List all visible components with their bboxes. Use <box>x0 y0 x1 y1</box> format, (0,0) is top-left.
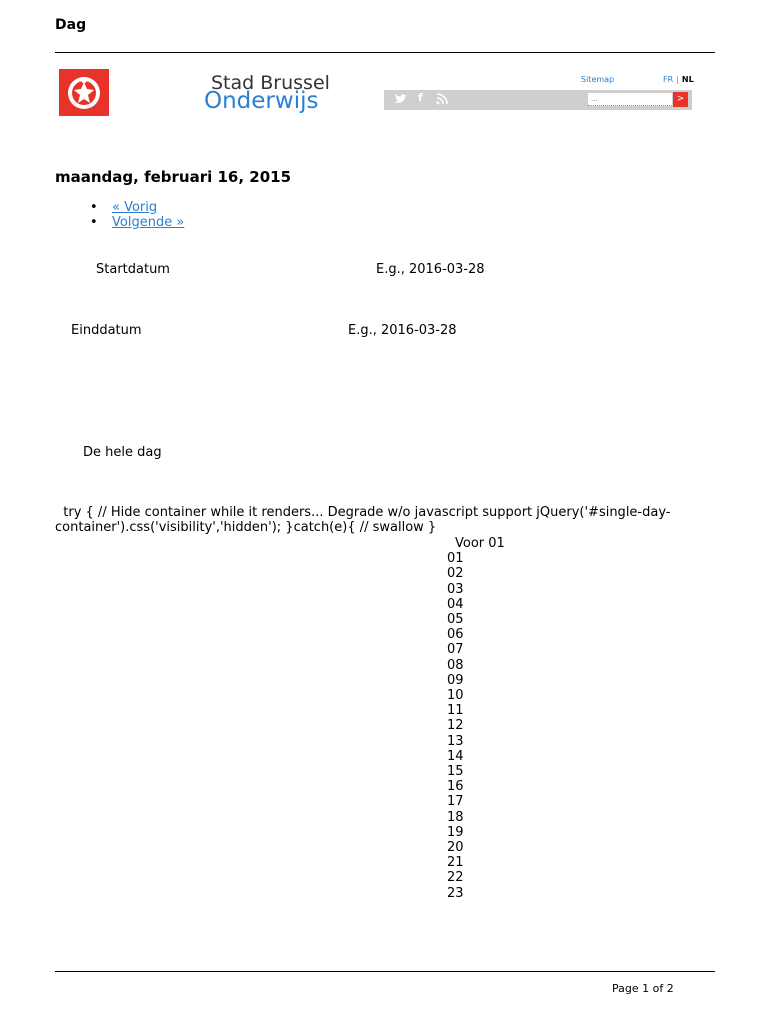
hour-item[interactable]: 23 <box>447 885 464 901</box>
end-date-input[interactable]: E.g., 2016-03-28 <box>348 323 457 338</box>
lang-separator: | <box>676 75 679 84</box>
prev-link[interactable]: « Vorig <box>112 200 158 215</box>
hour-item[interactable]: 09 <box>447 672 464 688</box>
next-link[interactable]: Volgende » <box>112 215 185 230</box>
script-fallback-text <box>55 505 695 535</box>
hour-item[interactable]: 13 <box>447 733 464 749</box>
pager-item-next <box>90 215 184 230</box>
search-input[interactable] <box>588 93 672 106</box>
hour-item[interactable]: 15 <box>447 764 464 779</box>
start-date-input[interactable]: E.g., 2016-03-28 <box>376 262 485 277</box>
pager-nav <box>90 200 184 230</box>
hour-item[interactable]: 20 <box>447 840 464 855</box>
footer-divider <box>55 971 715 972</box>
start-date-label: Startdatum <box>96 262 170 277</box>
header-divider <box>55 52 715 53</box>
hour-item[interactable]: 07 <box>447 642 464 658</box>
hour-item[interactable]: 01 <box>447 551 464 567</box>
hour-item[interactable]: 05 <box>447 612 464 627</box>
page-number: Page 1 of 2 <box>612 982 674 995</box>
hour-item[interactable]: 10 <box>447 688 464 703</box>
hour-item[interactable]: 08 <box>447 657 464 673</box>
search-button[interactable]: > <box>673 92 688 107</box>
bullet: • <box>90 215 98 230</box>
social-search-bar <box>384 90 692 110</box>
hour-item[interactable]: 14 <box>447 748 464 764</box>
end-date-label: Einddatum <box>71 323 142 338</box>
hour-item[interactable]: 18 <box>447 809 464 825</box>
twitter-icon[interactable] <box>394 93 408 108</box>
pager-item-prev <box>90 200 184 215</box>
hour-item[interactable]: 02 <box>447 566 464 582</box>
hour-item[interactable]: 16 <box>447 779 464 795</box>
date-heading: maandag, februari 16, 2015 <box>55 168 292 186</box>
language-switcher <box>663 75 694 84</box>
hour-item[interactable]: 04 <box>447 596 464 612</box>
hour-item[interactable]: Voor 01 <box>455 536 505 551</box>
script-text: try { // Hide container while it renders... Degrade w/o javascript support jQuery('#single-day-container').css('visibility','hidden'); }catch(e){ // swallow } <box>55 505 671 535</box>
page-title: Dag <box>55 17 87 33</box>
hour-item[interactable]: 22 <box>447 870 464 886</box>
facebook-icon[interactable]: f <box>418 91 423 104</box>
hour-item[interactable]: 21 <box>447 855 464 871</box>
lang-nl-link[interactable]: NL <box>681 75 694 84</box>
brand-subtitle: Onderwijs <box>204 88 319 114</box>
lang-fr-link[interactable]: FR <box>663 75 674 84</box>
coat-of-arms-icon <box>59 69 109 116</box>
brand-name: Stad Brussel <box>211 72 330 94</box>
bullet: • <box>90 200 98 215</box>
hour-item[interactable]: 19 <box>447 824 464 840</box>
sitemap-link[interactable]: Sitemap <box>581 75 615 84</box>
rss-icon[interactable] <box>436 93 448 108</box>
hour-item[interactable]: 12 <box>447 718 464 734</box>
hour-item[interactable]: 17 <box>447 794 464 810</box>
all-day-checkbox-label[interactable]: De hele dag <box>83 445 162 460</box>
hour-item[interactable]: 11 <box>447 703 464 719</box>
hour-item[interactable]: 03 <box>447 581 464 597</box>
hour-item[interactable]: 06 <box>447 627 464 643</box>
coat-of-arms-logo[interactable] <box>59 69 109 116</box>
